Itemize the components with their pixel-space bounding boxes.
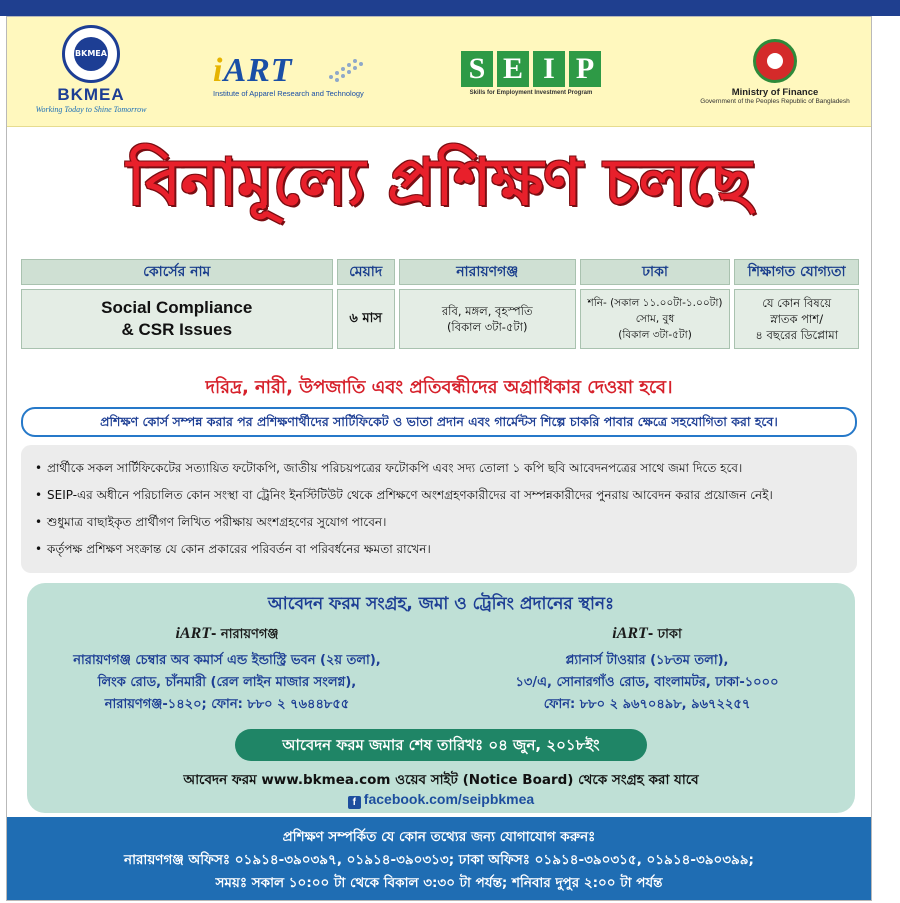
seip-subtitle: Skills for Employment Investment Program [469,90,593,96]
duration-cell: ৬ মাস [337,289,395,349]
headline: বিনামূল্যে প্রশিক্ষণ চলছে [127,146,751,220]
narayanganj-schedule-cell: রবি, মঙ্গল, বৃহস্পতি (বিকাল ৩টা-৫টা) [399,289,576,349]
list-item: • SEIP-এর অধীনে পরিচালিত কোন সংস্থা বা ট্রেনিং ইনস্টিটিউট থেকে প্রশিক্ষণে অংশগ্রহণকারীদের বা সম্পন্নকারীদের পুনরায় আবেদন করার প্রয়োজন নেই। [35,482,843,509]
iart-mesh-icon [325,55,365,85]
government-seal-icon [753,39,797,83]
iart-wordmark: iART [213,52,293,89]
facebook-url: facebook.com/seipbkmea [363,791,535,807]
footer-hours: সময়ঃ সকাল ১০:০০ টা থেকে বিকাল ৩:৩০ টা পর্যন্ত; শনিবার দুপুর ২:০০ টা পর্যন্ত [215,875,663,891]
bkmea-logo [31,25,151,125]
dhaka-heading: iART- ঢাকা [612,625,682,642]
bkmea-seal-text: BKMEA [74,37,108,71]
iart-subtitle: Institute of Apparel Research and Technology [213,89,364,98]
seip-wordmark: S E I P [457,51,605,87]
header-qualification: শিক্ষাগত যোগ্যতা [734,259,859,285]
contact-footer [7,817,871,901]
facebook-link[interactable] [27,791,855,809]
dhaka-address: iART- ঢাকা প্ল্যানার্স টাওয়ার (১৮তম তলা), ১৩/এ, সোনারগাঁও রোড, বাংলামটর, ঢাকা-১০০০ ফোন: ৮৮০ ২ ৯৬৭০৪৯৮, ৯৬৭২২৫৭ [447,625,847,716]
facebook-icon: f [348,796,361,809]
header-duration: মেয়াদ [337,259,395,285]
logo-band [7,17,871,127]
bkmea-tagline: Working Today to Shine Tomorrow [35,105,147,114]
conditions-list [21,445,857,573]
narayanganj-heading: iART- নারায়ণগঞ্জ [175,625,279,642]
course-table [17,255,863,353]
header-dhaka: ঢাকা [580,259,731,285]
list-item: • শুধুমাত্র বাছাইকৃত প্রার্থীগণ লিখিত পরীক্ষায় অংশগ্রহণের সুযোগ পাবেন। [35,509,843,536]
footer-phones: নারায়ণগঞ্জ অফিসঃ ০১৯১৪-৩৯০৩৯৭, ০১৯১৪-৩৯০৩১৩; ঢাকা অফিসঃ ০১৯১৪-৩৯০৩১৫, ০১৯১৪-৩৯০৩৯৯; [124,852,754,868]
course-name-cell: Social Compliance & CSR Issues [21,289,333,349]
narayanganj-address: iART- নারায়ণগঞ্জ নারায়ণগঞ্জ চেম্বার অব কমার্স এন্ড ইন্ডাস্ট্রি ভবন (২য় তলা), লিংক রোড, চাঁনমারী (রেল লাইন মাজার সংলগ্ন), নারায়ণগঞ্জ-১৪২০; ফোন: ৮৮০ ২ ৭৬৪৪৮৫৫ [27,625,427,716]
bkmea-seal-icon [62,25,120,83]
ministry-name: Ministry of Finance [731,87,819,98]
website-note: আবেদন ফরম www.bkmea.com ওয়েব সাইট (Notice Board) থেকে সংগ্রহ করা যাবে [183,772,699,788]
deadline-badge: আবেদন ফরম জমার শেষ তারিখঃ ০৪ জুন, ২০১৮ইং [235,729,647,761]
ministry-logo [687,39,863,119]
footer-heading: প্রশিক্ষণ সম্পর্কিত যে কোন তথ্যের জন্য যোগাযোগ করুনঃ [282,829,596,845]
top-strip [0,0,900,16]
bkmea-name: BKMEA [57,85,125,104]
table-header-row [21,259,859,285]
address-panel [27,583,855,813]
address-title: আবেদন ফরম সংগ্রহ, জমা ও ট্রেনিং প্রদানের স্থানঃ [267,594,615,614]
header-course-name: কোর্সের নাম [21,259,333,285]
list-item: • কর্তৃপক্ষ প্রশিক্ষণ সংক্রান্ত যে কোন প্রকারের পরিবর্তন বা পরিবর্ধনের ক্ষমতা রাখেন। [35,536,843,563]
iart-logo [213,53,373,103]
dhaka-schedule-cell: শনি- (সকাল ১১.০০টা-১.০০টা) সোম, বুধ (বিকাল ৩টা-৫টা) [580,289,731,349]
certificate-note: প্রশিক্ষণ কোর্স সম্পন্ন করার পর প্রশিক্ষণার্থীদের সার্টিফিকেট ও ভাতা প্রদান এবং গার্মেন্টস শিল্পে চাকরি পাবার ক্ষেত্রে সহযোগিতা করা হবে। [21,407,857,437]
ministry-subtitle: Government of the Peoples Republic of Bangladesh [700,98,850,105]
list-item: • প্রার্থীকে সকল সার্টিফিকেটের সত্যায়িত ফটোকপি, জাতীয় পরিচয়পত্রের ফটোকপি এবং সদ্য তোলা ১ কপি ছবি আবেদনপত্রের সাথে জমা দিতে হবে। [35,455,843,482]
advertisement [6,16,872,901]
table-row [21,289,859,349]
seip-logo [457,51,605,103]
qualification-cell: যে কোন বিষয়ে স্নাতক পাশ/ ৪ বছরের ডিপ্লোমা [734,289,859,349]
priority-notice: দরিদ্র, নারী, উপজাতি এবং প্রতিবন্ধীদের অগ্রাধিকার দেওয়া হবে। [205,377,673,398]
header-narayanganj: নারায়ণগঞ্জ [399,259,576,285]
